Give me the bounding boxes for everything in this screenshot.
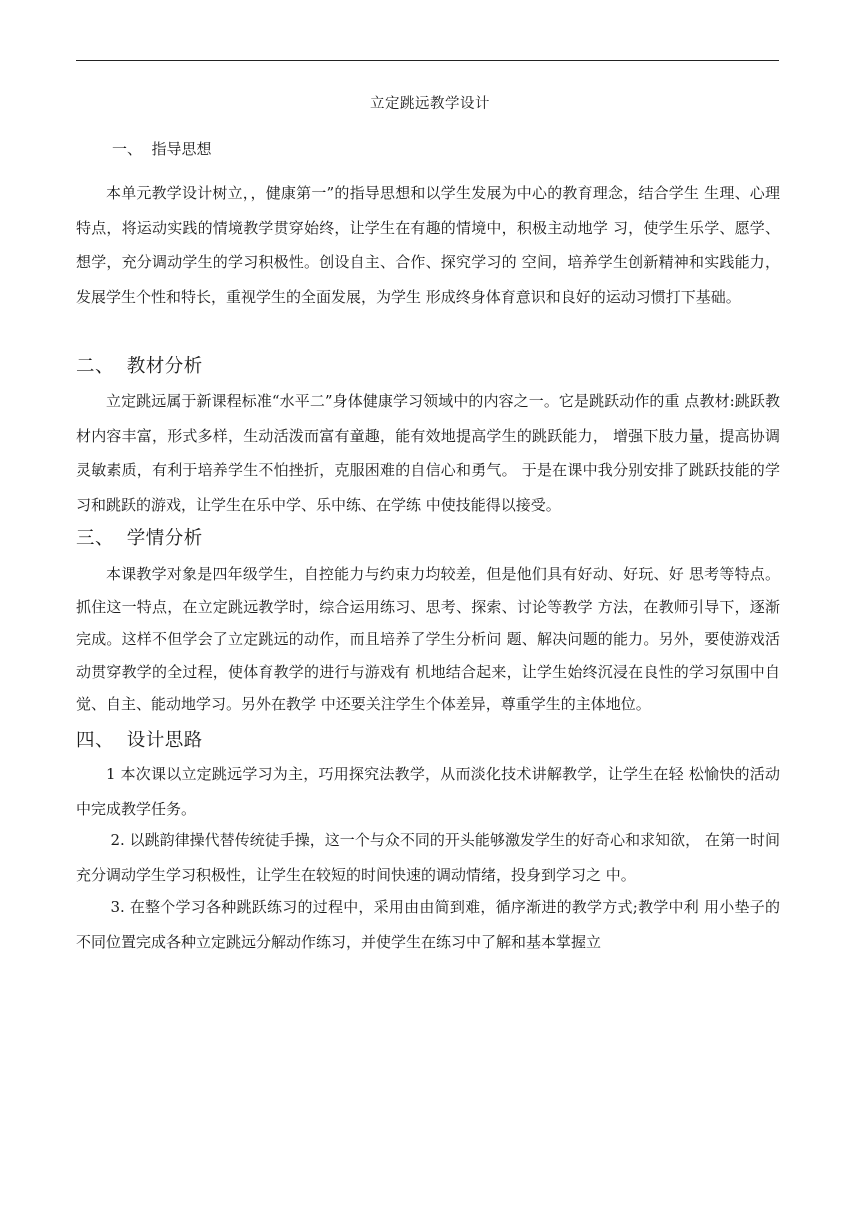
paragraph-material-analysis: 立定跳远属于新课程标准“水平二”身体健康学习领域中的内容之一。它是跳跃动作的重 点教材:跳跃教材内容丰富，形式多样，生动活泼而富有童趣，能有效地提高学生的跳跃能力， 增强下肢力量，提高协调灵敏素质，有利于培养学生不怕挫折，克服困难的自信心和勇气。 于是在课中我分别安排了跳跃技能的学习和跳跃的游戏，让学生在乐中学、乐中练、在学练 中使技能得以接受。 (76, 392, 780, 514)
section-heading-guiding-ideology: 一、 指导思想 (112, 140, 212, 158)
section-heading-learner-analysis: 三、 学情分析 (76, 528, 203, 549)
paragraph-design-idea-2: 2. 以跳韵律操代替传统徒手操，这一个与众不同的开头能够激发学生的好奇心和求知欲， 在第一时间充分调动学生学习积极性，让学生在较短的时间快速的调动情绪，投身到学习之 中。 (76, 831, 780, 884)
paragraph-learner-analysis: 本课教学对象是四年级学生，自控能力与约束力均较差，但是他们具有好动、好玩、好 思考等特点。抓住这一特点，在立定跳远教学时，综合运用练习、思考、探索、讨论等教学 方法，在教师引导下，逐渐完成。这样不但学会了立定跳远的动作，而且培养了学生分析问 题、解决问题的能力。另外，要使游戏活动贯穿教学的全过程，使体育教学的进行与游戏有 机地结合起来，让学生始终沉浸在良性的学习氛围中自觉、自主、能动地学习。另外在教学 中还要关注学生个体差异，尊重学生的主体地位。 (76, 565, 780, 713)
paragraph-design-idea-3: 3. 在整个学习各种跳跃练习的过程中，采用由由简到难，循序渐进的教学方式;教学中利 用小垫子的不同位置完成各种立定跳远分解动作练习，并使学生在练习中了解和基本掌握立 (76, 898, 780, 951)
section-heading-material-analysis: 二、 教材分析 (76, 356, 203, 377)
paragraph-guiding-ideology: 本单元教学设计树立，，健康第一”的指导思想和以学生发展为中心的教育理念，结合学生 生理、心理特点，将运动实践的情境教学贯穿始终，让学生在有趣的情境中，积极主动地学 习，使学生乐学、愿学、想学，充分调动学生的学习积极性。创设自主、合作、探究学习的 空间，培养学生创新精神和实践能力，发展学生个性和特长，重视学生的全面发展，为学生 形成终身体育意识和良好的运动习惯打下基础。 (76, 184, 780, 306)
paragraph-design-idea-1: 1 本次课以立定跳远学习为主，巧用探究法教学，从而淡化技术讲解教学，让学生在轻 松愉快的活动中完成教学任务。 (76, 765, 780, 818)
page-title: 立定跳远教学设计 (370, 96, 490, 112)
section-heading-design-ideas: 四、 设计思路 (76, 730, 203, 751)
header-rule (76, 60, 779, 61)
